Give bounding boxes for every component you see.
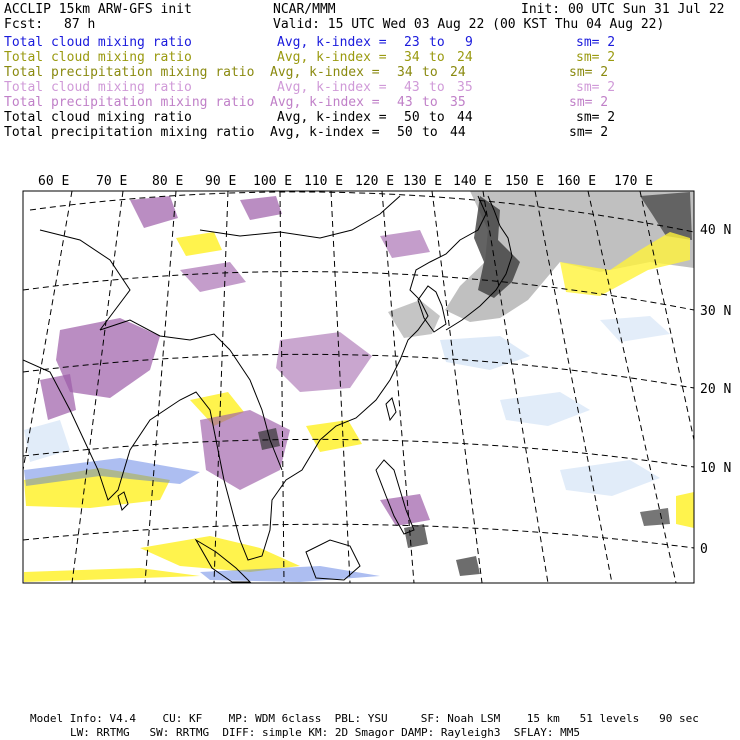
legend-to-label: to <box>429 35 445 50</box>
legend-from: 23 <box>404 35 420 50</box>
coast-taiwan <box>386 398 396 420</box>
cloud-light-blue-pacific-2 <box>500 392 590 426</box>
meridian-100e <box>280 191 284 583</box>
legend-from: 34 <box>404 50 420 65</box>
border-china-mongolia <box>200 196 400 238</box>
legend-avg: Avg, k-index = <box>270 65 380 80</box>
legend-from: 43 <box>397 95 413 110</box>
lat-label-0: 0 <box>700 542 708 557</box>
precip-yellow-tibet <box>176 232 222 256</box>
cloud-gray-china-coast <box>388 300 440 338</box>
cloud-core-east-pacific <box>640 508 670 526</box>
legend-from: 50 <box>397 125 413 140</box>
parallel-0 <box>23 524 694 548</box>
model-title: ACCLIP 15km ARW-GFS init <box>4 2 192 17</box>
legend-field: Total cloud mixing ratio <box>4 110 192 125</box>
cloud-light-blue-indian-ocean <box>24 420 70 462</box>
legend-from: 34 <box>397 65 413 80</box>
cloud-purple-west-asia <box>40 374 76 420</box>
lon-label-100e: 100 E <box>253 174 293 189</box>
legend-to-label: to <box>422 65 438 80</box>
lon-label-160e: 160 E <box>557 174 597 189</box>
fcst-label: Fcst: <box>4 17 44 32</box>
legend-to: 44 <box>457 110 473 125</box>
lat-label-10n: 10 N <box>700 461 732 476</box>
lon-label-90e: 90 E <box>205 174 237 189</box>
legend-sm: sm= 2 <box>576 110 616 125</box>
legend-field: Total precipitation mixing ratio <box>4 125 255 140</box>
legend-to: 24 <box>450 65 466 80</box>
legend-to: 35 <box>457 80 473 95</box>
lon-label-170e: 170 E <box>614 174 654 189</box>
legend-field: Total cloud mixing ratio <box>4 35 192 50</box>
legend-to-label: to <box>429 50 445 65</box>
legend-avg: Avg, k-index = <box>270 125 380 140</box>
legend-avg: Avg, k-index = <box>277 110 387 125</box>
cloud-light-blue-pacific-4 <box>600 316 670 342</box>
legend-to: 9 <box>465 35 473 50</box>
cloud-purple-tibet <box>180 262 246 292</box>
legend-sm: sm= 2 <box>576 50 616 65</box>
legend-to-label: to <box>422 125 438 140</box>
meridian-130e <box>432 191 482 583</box>
cloud-light-blue-pacific-1 <box>440 336 530 370</box>
valid-time: Valid: 15 UTC Wed 03 Aug 22 (00 KST Thu 04 Aug 22) <box>273 17 665 32</box>
lat-label-20n: 20 N <box>700 382 732 397</box>
legend-to-label: to <box>429 80 445 95</box>
legend-sm: sm= 2 <box>569 125 609 140</box>
cloud-core-indochina <box>258 428 280 450</box>
lon-label-120e: 120 E <box>355 174 395 189</box>
precip-yellow-south-china-sea <box>306 420 362 452</box>
meridian-80e <box>145 191 176 583</box>
cloud-purple-south-china <box>276 332 372 392</box>
lat-label-30n: 30 N <box>700 304 732 319</box>
legend-avg: Avg, k-index = <box>270 95 380 110</box>
cloud-core-borneo <box>456 556 480 576</box>
cloud-core-philippines <box>404 524 428 548</box>
legend-from: 50 <box>404 110 420 125</box>
legend-to: 44 <box>450 125 466 140</box>
lon-label-130e: 130 E <box>403 174 443 189</box>
lat-label-40n: 40 N <box>700 223 732 238</box>
lon-label-70e: 70 E <box>96 174 128 189</box>
precip-yellow-indonesia <box>140 536 300 572</box>
legend-sm: sm= 2 <box>569 65 609 80</box>
cloud-light-blue-pacific-3 <box>560 460 660 496</box>
lon-label-150e: 150 E <box>505 174 545 189</box>
legend-sm: sm= 2 <box>576 80 616 95</box>
legend-field: Total precipitation mixing ratio <box>4 65 255 80</box>
legend-sm: sm= 2 <box>569 95 609 110</box>
lon-label-80e: 80 E <box>152 174 184 189</box>
lon-label-60e: 60 E <box>38 174 70 189</box>
legend-avg: Avg, k-index = <box>277 35 387 50</box>
precip-yellow-east-pacific <box>676 492 694 528</box>
footer-model-info: Model Info: V4.4 CU: KF MP: WDM 6class PBL: YSU SF: Noah LSM 15 km 51 levels 90 sec <box>30 712 699 725</box>
cloud-fields <box>24 191 694 582</box>
init-time: Init: 00 UTC Sun 31 Jul 22 <box>521 2 725 17</box>
legend-to: 24 <box>457 50 473 65</box>
legend-field: Total cloud mixing ratio <box>4 50 192 65</box>
cloud-purple-mongolia <box>240 196 282 220</box>
cloud-purple-se-asia <box>200 410 290 490</box>
precip-yellow-south-edge <box>24 568 200 582</box>
org-label: NCAR/MMM <box>273 2 336 17</box>
fcst-value: 87 h <box>64 17 96 32</box>
legend-from: 43 <box>404 80 420 95</box>
legend-avg: Avg, k-index = <box>277 80 387 95</box>
legend-to-label: to <box>429 110 445 125</box>
legend-field: Total precipitation mixing ratio <box>4 95 255 110</box>
cloud-purple-central-asia <box>130 196 178 228</box>
legend-sm: sm= 2 <box>576 35 616 50</box>
legend-field: Total cloud mixing ratio <box>4 80 192 95</box>
lon-label-110e: 110 E <box>304 174 344 189</box>
legend-to: 35 <box>450 95 466 110</box>
lon-label-140e: 140 E <box>453 174 493 189</box>
legend-to-label: to <box>422 95 438 110</box>
legend-avg: Avg, k-index = <box>277 50 387 65</box>
footer-physics-info: LW: RRTMG SW: RRTMG DIFF: simple KM: 2D Smagor DAMP: Rayleigh3 SFLAY: MM5 <box>70 726 580 739</box>
